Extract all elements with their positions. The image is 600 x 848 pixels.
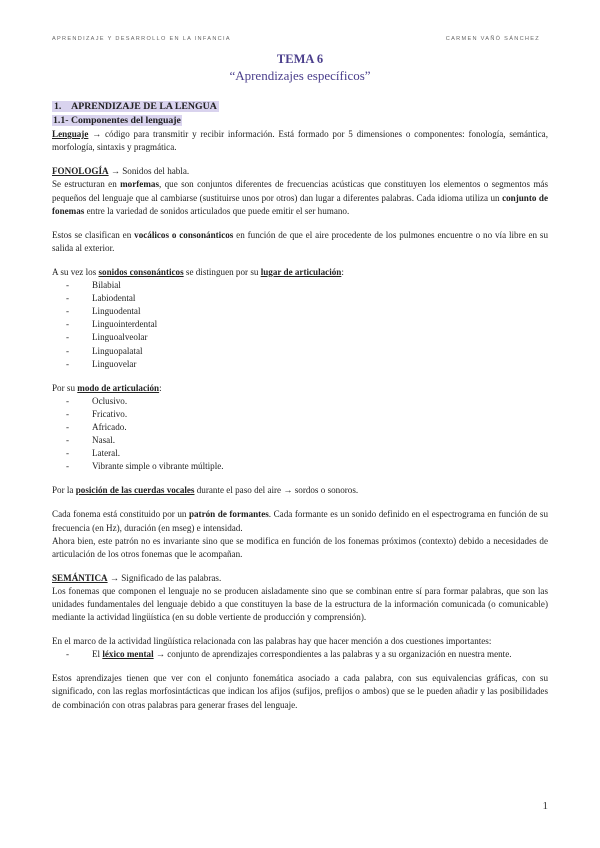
list-item: - Fricativo. <box>66 408 548 421</box>
fonologia-paragraph-5: Por la posición de las cuerdas vocales durante el paso del aire → sordos o sonoros. <box>52 485 359 496</box>
lenguaje-definition: Lenguaje → código para transmitir y recibir información. Está formado por 5 dimensiones o componentes: fonología, semántica, morfología, sintaxis y pragmática. <box>52 129 548 153</box>
list-item: - Linguovelar <box>66 358 548 371</box>
list-item: - Linguopalatal <box>66 345 548 358</box>
semantica-list <box>52 648 548 661</box>
page-subtitle: “Aprendizajes específicos” <box>229 68 371 83</box>
document-body <box>52 100 548 712</box>
page-number: 1 <box>542 800 548 812</box>
lugar-articulacion-list <box>52 279 548 371</box>
fonologia-paragraph-2: Estos se clasifican en vocálicos o consonánticos en función de que el aire procedente de los pulmones encuentre o no vía libre en su salida al exterior. <box>52 229 549 253</box>
list-item: - Vibrante simple o vibrante múltiple. <box>66 460 548 473</box>
modo-articulacion-list <box>52 395 548 474</box>
fonologia-paragraph-6: Cada fonema está constituido por un patrón de formantes. Cada formante es un sonido definido en el espectrograma en función de su frecuencia (en Hz), duración (en mseg) e intensidad. <box>52 509 548 533</box>
semantica-paragraph-2: En el marco de la actividad lingüística relacionada con las palabras hay que hacer mención a dos cuestiones importantes: <box>52 636 492 647</box>
list-item: - Africado. <box>66 421 548 434</box>
list-item: - Labiodental <box>66 292 548 305</box>
fonologia-heading: FONOLOGÍA → Sonidos del habla. <box>52 166 190 177</box>
semantica-paragraph-1: Los fonemas que componen el lenguaje no se producen aisladamente sino que se combinan entre sí para formar palabras, que son las unidades fundamentales del lenguaje debido a que constituyen la base de la estructura de la información comunicada (o comunicable) mediante la actividad lingüística (en su doble vertiente de producción y comprensión). <box>52 585 548 623</box>
list-item: - Nasal. <box>66 434 548 447</box>
list-item: - Bilabial <box>66 279 548 292</box>
fonologia-paragraph-1: Se estructuran en morfemas, que son conjuntos diferentes de frecuencias acústicas que constituyen los elementos o segmentos más pequeños del lenguaje que al cambiarse (sustituirse unos por otros) dan lugar a diferentes palabras. Cada idioma utiliza un conjunto de fonemas entre la variedad de sonidos articulados que puede emitir el ser humano. <box>52 179 548 216</box>
page-title: TEMA 6 <box>276 52 324 66</box>
semantica-paragraph-3: Estos aprendizajes tienen que ver con el conjunto fonemática asociado a cada palabra, con sus equivalencias gráficas, con su significado, con las reglas morfosintácticas que indican los afijos (sufijos, prefijos o ambos) que se le pueden añadir y las posibilidades de combinación con otras palabras para generar frases del lenguaje. <box>52 673 548 710</box>
section-heading-1: 1. APRENDIZAJE DE LA LENGUA <box>54 101 217 112</box>
list-item: - Linguointerdental <box>66 318 548 331</box>
list-item: - Lateral. <box>66 447 548 460</box>
running-header-right: CARMEN VAÑÓ SÁNCHEZ <box>445 36 540 42</box>
semantica-heading: SEMÁNTICA → Significado de las palabras. <box>52 572 222 583</box>
list-item: - Oclusivo. <box>66 395 548 408</box>
subsection-heading-1-1: 1.1- Componentes del lenguaje <box>53 115 181 127</box>
list-item: - El léxico mental → conjunto de aprendizajes correspondientes a las palabras y a su organización en nuestra mente. <box>66 648 548 661</box>
fonologia-paragraph-3: A su vez los sonidos consonánticos se distinguen por su lugar de articulación: <box>52 266 344 277</box>
running-header-left: APRENDIZAJE Y DESARROLLO EN LA INFANCIA <box>52 36 231 42</box>
list-item: - Linguoalveolar <box>66 331 548 344</box>
fonologia-paragraph-4: Por su modo de articulación: <box>52 382 162 393</box>
fonologia-paragraph-7: Ahora bien, este patrón no es invariante sino que se modifica en función de los fonemas próximos (contexto) debido a necesidades de articulación de los otros fonemas que le acompañan. <box>52 535 548 559</box>
list-item: - Linguodental <box>66 305 548 318</box>
